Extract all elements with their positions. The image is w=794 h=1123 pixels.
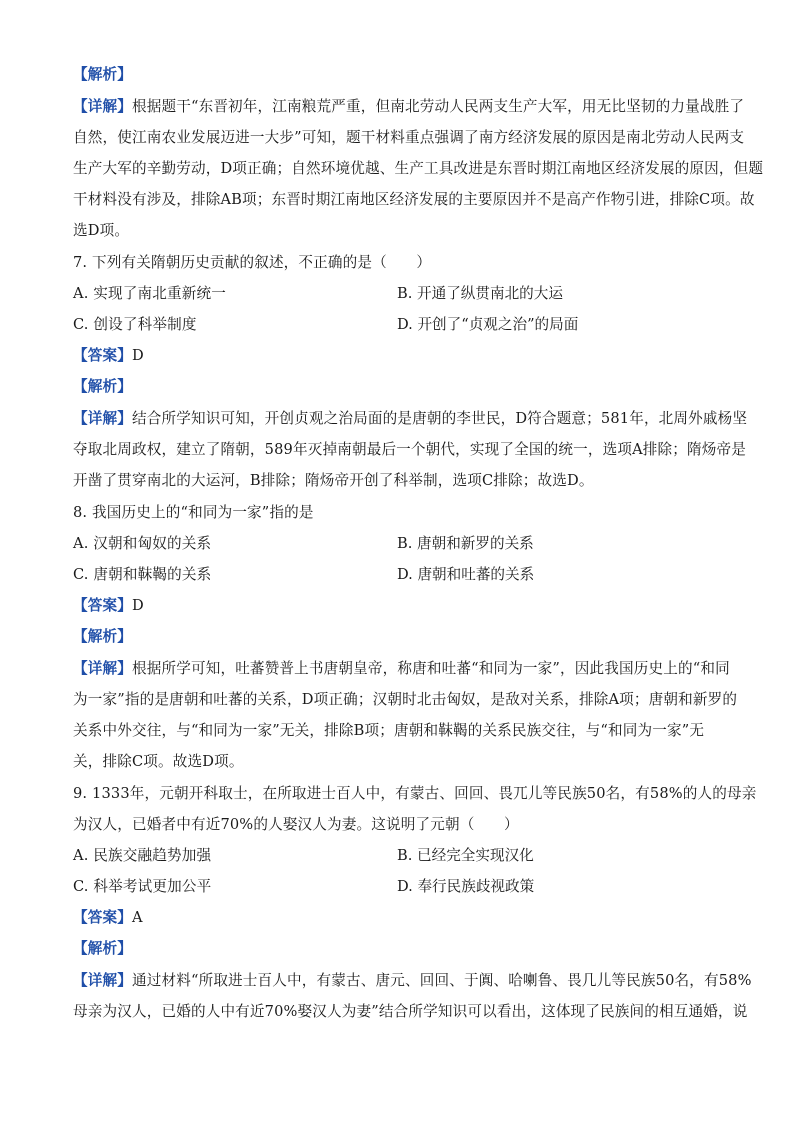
explanation-line: 自然，使江南农业发展迈进一大步”可知，题干材料重点强调了南方经济发展的原因是南北劳动人民两支	[73, 129, 745, 146]
explanation-line: 关，排除C项。故选D项。	[73, 753, 244, 770]
option-d: D. 奉行民族歧视政策	[397, 878, 535, 895]
answer-value: D	[131, 597, 144, 614]
question-7-stem: 7. 下列有关隋朝历史贡献的叙述，不正确的是（ ）	[73, 254, 432, 271]
explanation-line: 开凿了贯穿南北的大运河，B排除；隋炀帝开创了科举制，选项C排除；故选D。	[73, 472, 594, 489]
explanation-line: 【详解】通过材料“所取进士百人中，有蒙古、唐元、回回、于阗、哈喇鲁、畏几儿等民族50名，有58%	[73, 972, 752, 989]
analysis-heading	[73, 939, 723, 959]
option-a: A. 汉朝和匈奴的关系	[73, 535, 212, 552]
option-b: B. 已经完全实现汉化	[397, 847, 534, 864]
option-c: C. 创设了科举制度	[73, 316, 197, 333]
answer-value: D	[131, 347, 144, 364]
analysis-heading	[73, 627, 723, 647]
section-tag: 【详解】	[73, 410, 132, 427]
section-tag: 【答案】	[73, 347, 132, 364]
section-tag: 【解析】	[73, 940, 132, 957]
section-tag: 【解析】	[73, 628, 132, 645]
explanation-line: 【详解】结合所学知识可知，开创贞观之治局面的是唐朝的李世民，D符合题意；581年，北周外戚杨坚	[73, 410, 748, 427]
answer-value: A	[131, 909, 143, 926]
section-tag: 【详解】	[73, 972, 132, 989]
option-d: D. 唐朝和吐蕃的关系	[397, 566, 535, 583]
explanation-line: 【详解】根据所学可知，吐蕃赞普上书唐朝皇帝，称唐和吐蕃“和同为一家”，因此我国历史上的“和同	[73, 660, 730, 677]
answer-line	[73, 908, 723, 928]
explanation-line: 干材料没有涉及，排除AB项；东晋时期江南地区经济发展的主要原因并不是高产作物引进，排除C项。故	[73, 191, 755, 208]
section-tag: 【答案】	[73, 909, 132, 926]
explanation-line: 【详解】根据题干“东晋初年，江南粮荒严重，但南北劳动人民两支生产大军，用无比坚韧的力量战胜了	[73, 98, 745, 115]
section-tag: 【答案】	[73, 597, 132, 614]
analysis-heading	[73, 65, 723, 85]
section-tag: 【详解】	[73, 660, 132, 677]
option-c: C. 唐朝和靺鞨的关系	[73, 566, 212, 583]
question-9-stem: 9. 1333年，元朝开科取士，在所取进士百人中，有蒙古、回回、畏兀儿等民族50名，有58%的人的母亲	[73, 785, 757, 802]
option-b: B. 开通了纵贯南北的大运	[397, 285, 563, 302]
question-8-stem: 8. 我国历史上的“和同为一家”指的是	[73, 504, 314, 521]
section-tag: 【详解】	[73, 98, 132, 115]
option-a: A. 民族交融趋势加强	[73, 847, 212, 864]
explanation-line: 生产大军的辛勤劳动，D项正确；自然环境优越、生产工具改进是东晋时期江南地区经济发展的原因，但题	[73, 160, 764, 177]
option-c: C. 科举考试更加公平	[73, 878, 212, 895]
option-a: A. 实现了南北重新统一	[73, 285, 226, 302]
explanation-line: 夺取北周政权，建立了隋朝，589年灭掉南朝最后一个朝代，实现了全国的统一，选项A排除；隋炀帝是	[73, 441, 746, 458]
question-9-stem-cont: 为汉人，已婚者中有近70%的人娶汉人为妻。这说明了元朝（ ）	[73, 816, 519, 833]
explanation-line: 关系中外交往，与“和同为一家”无关，排除B项；唐朝和靺鞨的关系民族交往，与“和同为一家”无	[73, 722, 705, 739]
explanation-line: 为一家”指的是唐朝和吐蕃的关系，D项正确；汉朝时北击匈奴，是敌对关系，排除A项；唐朝和新罗的	[73, 691, 738, 708]
answer-line	[73, 596, 723, 616]
answer-line	[73, 346, 723, 366]
option-b: B. 唐朝和新罗的关系	[397, 535, 534, 552]
explanation-line: 选D项。	[73, 222, 130, 239]
analysis-heading	[73, 377, 723, 397]
section-tag: 【解析】	[73, 378, 132, 395]
explanation-line: 母亲为汉人，已婚的人中有近70%娶汉人为妻”结合所学知识可以看出，这体现了民族间的相互通婚，说	[73, 1003, 748, 1020]
section-tag: 【解析】	[73, 66, 132, 83]
option-d: D. 开创了“贞观之治”的局面	[397, 316, 579, 333]
